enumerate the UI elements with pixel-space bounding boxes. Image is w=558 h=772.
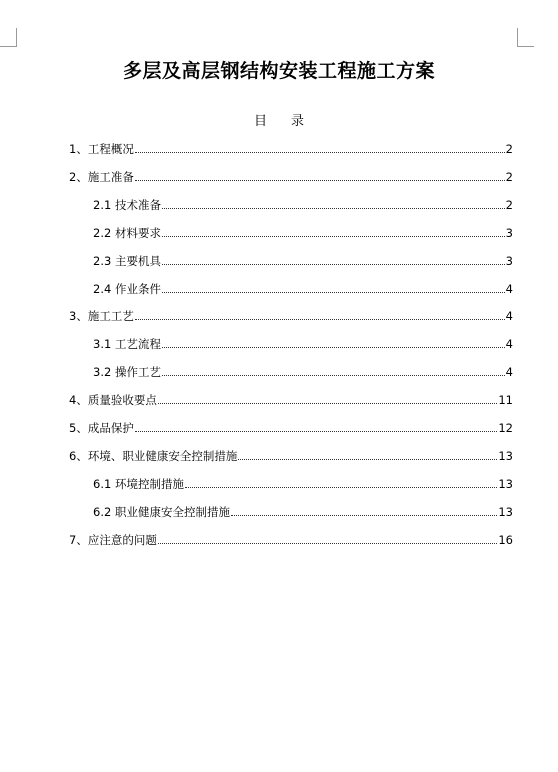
toc-entry[interactable] [69,308,513,324]
toc-entry-page-number: 4 [505,309,513,324]
toc-dot-leader [231,515,497,516]
toc-entry[interactable] [93,336,513,352]
toc-entry[interactable] [69,169,513,185]
toc-entry[interactable] [93,281,513,297]
toc-dot-leader [185,487,497,488]
toc-entry-label: 2.3 主要机具 [93,253,161,268]
toc-dot-leader [135,152,505,153]
toc-entry-page-number: 11 [498,393,513,408]
toc-dot-leader [135,431,498,432]
toc-entry[interactable] [93,225,513,241]
toc-heading [0,110,558,129]
toc-dot-leader [135,319,505,320]
toc-entry-label: 5、成品保护 [69,421,134,435]
toc-entry[interactable] [69,420,513,436]
toc-dot-leader [162,292,505,293]
toc-dot-leader [162,375,505,376]
toc-entry[interactable] [69,141,513,157]
toc-entry[interactable] [69,392,513,408]
toc-heading-char: 录 [291,114,305,129]
toc-entry[interactable] [69,532,513,548]
toc-entry[interactable] [69,448,513,464]
toc-entry-label: 2.2 材料要求 [93,225,161,240]
toc-entry-label: 6、环境、职业健康安全控制措施 [69,448,238,463]
toc-entry-label: 7、应注意的问题 [69,532,157,547]
toc-dot-leader [135,180,505,181]
toc-dot-leader [238,459,497,460]
toc-entry[interactable] [93,364,513,380]
toc-dot-leader [162,347,505,348]
toc-entry-page-number: 4 [505,365,513,380]
toc-entry-page-number: 13 [498,448,513,463]
toc-entry[interactable] [93,197,513,213]
toc-entry-page-number: 3 [505,253,513,268]
toc-entry[interactable] [93,504,513,520]
toc-entry-page-number: 13 [498,504,513,519]
toc-dot-leader [158,403,498,404]
toc-entry-label: 3.2 操作工艺 [93,365,161,380]
toc-entry-page-number: 2 [505,197,513,212]
toc-entry-label: 2、施工准备 [69,169,134,184]
toc-entry-label: 3.1 工艺流程 [93,337,161,352]
toc-dot-leader [158,543,498,544]
document-title: 多层及高层钢结构安装工程施工方案 [122,60,435,82]
toc-entry-label: 4、质量验收要点 [69,393,157,408]
toc-entry-label: 6.2 职业健康安全控制措施 [93,504,230,519]
margin-corner-mark-right [517,28,534,47]
toc-entry-page-number: 2 [505,142,513,156]
toc-dot-leader [162,236,505,237]
toc-entry-label: 2.1 技术准备 [93,197,161,212]
toc-entry-page-number: 12 [498,421,513,435]
margin-corner-mark-left [0,28,17,47]
toc-entry-page-number: 4 [505,281,513,296]
toc-entry-page-number: 4 [505,337,513,352]
toc-entry-label: 2.4 作业条件 [93,281,161,296]
toc-entry[interactable] [93,476,513,492]
toc-entry-page-number: 2 [505,169,513,184]
toc-entry-page-number: 16 [498,532,513,547]
toc-entry-label: 3、施工工艺 [69,309,134,324]
toc-entry-label: 6.1 环境控制措施 [93,476,184,491]
toc-heading-char: 目 [253,114,267,129]
toc-dot-leader [162,264,505,265]
toc-entry[interactable] [93,253,513,269]
toc-entry-label: 1、工程概况 [69,142,134,156]
toc-entry-page-number: 3 [505,225,513,240]
toc-entry-page-number: 13 [498,476,513,491]
toc-dot-leader [162,208,505,209]
